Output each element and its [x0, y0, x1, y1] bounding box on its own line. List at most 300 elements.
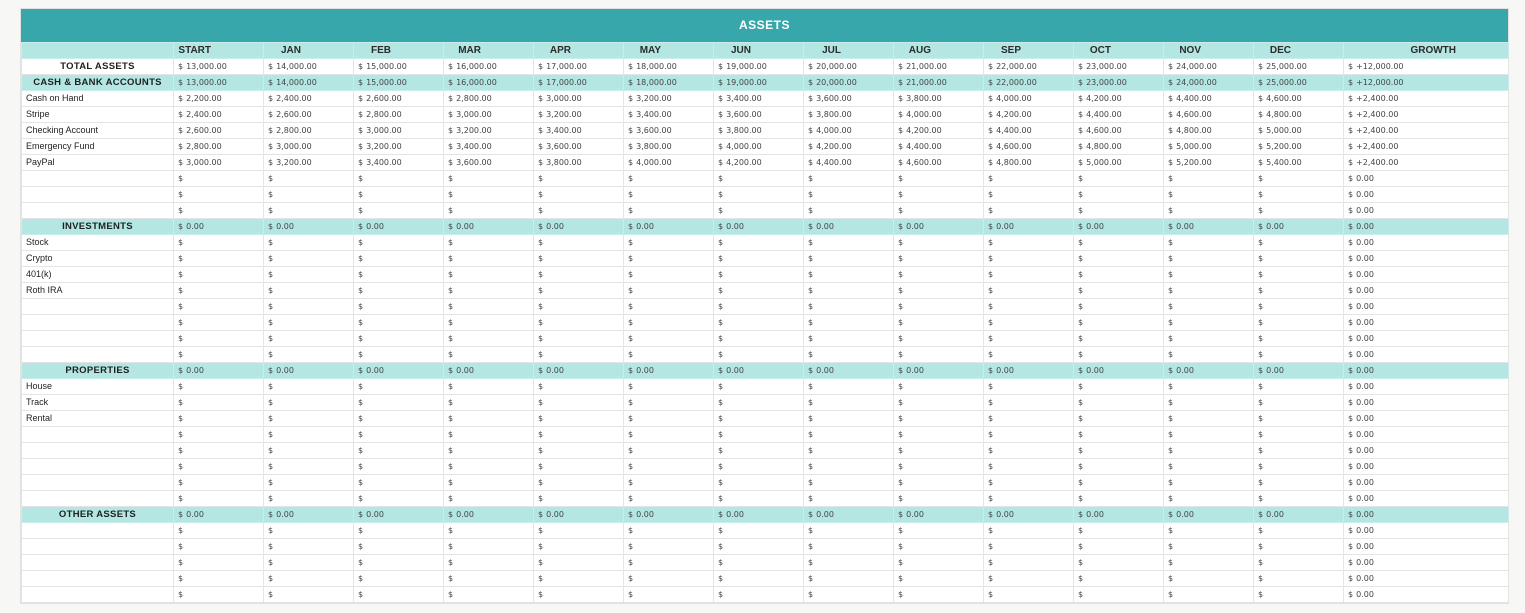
- cell-start[interactable]: [174, 555, 264, 571]
- row-label[interactable]: [22, 443, 174, 459]
- cell-dec[interactable]: [1254, 91, 1344, 107]
- cell-dec[interactable]: [1254, 475, 1344, 491]
- cell-sep[interactable]: [984, 203, 1074, 219]
- cell-growth[interactable]: [1344, 475, 1509, 491]
- cell-may[interactable]: [624, 139, 714, 155]
- cell-growth[interactable]: [1344, 203, 1509, 219]
- cell-nov[interactable]: [1164, 523, 1254, 539]
- cell-apr[interactable]: [534, 475, 624, 491]
- row-label[interactable]: Stock: [22, 235, 174, 251]
- cell-oct[interactable]: [1074, 331, 1164, 347]
- cell-oct[interactable]: [1074, 91, 1164, 107]
- cell-mar[interactable]: [444, 395, 534, 411]
- cell-mar[interactable]: [444, 75, 534, 91]
- cell-sep[interactable]: [984, 507, 1074, 523]
- cell-dec[interactable]: [1254, 571, 1344, 587]
- cell-feb[interactable]: [354, 475, 444, 491]
- cell-start[interactable]: [174, 171, 264, 187]
- row-label[interactable]: [22, 571, 174, 587]
- cell-aug[interactable]: [894, 427, 984, 443]
- cell-dec[interactable]: [1254, 219, 1344, 235]
- cell-jun[interactable]: [714, 443, 804, 459]
- cell-mar[interactable]: [444, 507, 534, 523]
- cell-growth[interactable]: [1344, 315, 1509, 331]
- cell-jul[interactable]: [804, 411, 894, 427]
- cell-oct[interactable]: [1074, 507, 1164, 523]
- row-label[interactable]: Crypto: [22, 251, 174, 267]
- cell-aug[interactable]: [894, 203, 984, 219]
- cell-sep[interactable]: [984, 123, 1074, 139]
- cell-oct[interactable]: [1074, 427, 1164, 443]
- cell-dec[interactable]: [1254, 523, 1344, 539]
- cell-jan[interactable]: [264, 187, 354, 203]
- cell-start[interactable]: [174, 507, 264, 523]
- cell-dec[interactable]: [1254, 363, 1344, 379]
- cell-sep[interactable]: [984, 331, 1074, 347]
- cell-jun[interactable]: [714, 491, 804, 507]
- cell-growth[interactable]: [1344, 379, 1509, 395]
- cell-jul[interactable]: [804, 507, 894, 523]
- cell-sep[interactable]: [984, 395, 1074, 411]
- cell-growth[interactable]: [1344, 555, 1509, 571]
- cell-apr[interactable]: [534, 75, 624, 91]
- cell-oct[interactable]: [1074, 203, 1164, 219]
- cell-sep[interactable]: [984, 283, 1074, 299]
- cell-mar[interactable]: [444, 587, 534, 603]
- cell-apr[interactable]: [534, 571, 624, 587]
- cell-oct[interactable]: [1074, 475, 1164, 491]
- cell-feb[interactable]: [354, 251, 444, 267]
- cell-oct[interactable]: [1074, 219, 1164, 235]
- cell-aug[interactable]: [894, 587, 984, 603]
- cell-growth[interactable]: [1344, 283, 1509, 299]
- cell-may[interactable]: [624, 523, 714, 539]
- cell-oct[interactable]: [1074, 267, 1164, 283]
- cell-jun[interactable]: [714, 171, 804, 187]
- cell-jun[interactable]: [714, 267, 804, 283]
- cell-feb[interactable]: [354, 523, 444, 539]
- cell-oct[interactable]: [1074, 539, 1164, 555]
- cell-aug[interactable]: [894, 507, 984, 523]
- cell-oct[interactable]: [1074, 299, 1164, 315]
- cell-start[interactable]: [174, 427, 264, 443]
- cell-dec[interactable]: [1254, 171, 1344, 187]
- cell-jan[interactable]: [264, 283, 354, 299]
- cell-sep[interactable]: [984, 91, 1074, 107]
- cell-aug[interactable]: [894, 75, 984, 91]
- cell-jan[interactable]: [264, 59, 354, 75]
- cell-feb[interactable]: [354, 59, 444, 75]
- cell-aug[interactable]: [894, 347, 984, 363]
- cell-oct[interactable]: [1074, 123, 1164, 139]
- cell-feb[interactable]: [354, 331, 444, 347]
- cell-jul[interactable]: [804, 571, 894, 587]
- cell-apr[interactable]: [534, 395, 624, 411]
- cell-jun[interactable]: [714, 139, 804, 155]
- row-label[interactable]: House: [22, 379, 174, 395]
- cell-growth[interactable]: [1344, 507, 1509, 523]
- cell-jul[interactable]: [804, 427, 894, 443]
- cell-feb[interactable]: [354, 571, 444, 587]
- cell-may[interactable]: [624, 347, 714, 363]
- cell-mar[interactable]: [444, 459, 534, 475]
- cell-jun[interactable]: [714, 75, 804, 91]
- cell-nov[interactable]: [1164, 203, 1254, 219]
- cell-apr[interactable]: [534, 171, 624, 187]
- cell-may[interactable]: [624, 251, 714, 267]
- cell-jul[interactable]: [804, 363, 894, 379]
- cell-jul[interactable]: [804, 539, 894, 555]
- cell-jul[interactable]: [804, 107, 894, 123]
- cell-dec[interactable]: [1254, 75, 1344, 91]
- cell-feb[interactable]: [354, 363, 444, 379]
- cell-jan[interactable]: [264, 523, 354, 539]
- cell-dec[interactable]: [1254, 379, 1344, 395]
- cell-aug[interactable]: [894, 91, 984, 107]
- cell-mar[interactable]: [444, 187, 534, 203]
- cell-nov[interactable]: [1164, 75, 1254, 91]
- cell-nov[interactable]: [1164, 587, 1254, 603]
- cell-aug[interactable]: [894, 555, 984, 571]
- cell-sep[interactable]: [984, 299, 1074, 315]
- cell-oct[interactable]: [1074, 59, 1164, 75]
- cell-nov[interactable]: [1164, 443, 1254, 459]
- cell-jul[interactable]: [804, 587, 894, 603]
- cell-jun[interactable]: [714, 283, 804, 299]
- cell-sep[interactable]: [984, 187, 1074, 203]
- cell-dec[interactable]: [1254, 411, 1344, 427]
- cell-oct[interactable]: [1074, 235, 1164, 251]
- cell-growth[interactable]: [1344, 523, 1509, 539]
- cell-aug[interactable]: [894, 59, 984, 75]
- cell-mar[interactable]: [444, 139, 534, 155]
- cell-start[interactable]: [174, 283, 264, 299]
- cell-nov[interactable]: [1164, 427, 1254, 443]
- cell-dec[interactable]: [1254, 299, 1344, 315]
- row-label[interactable]: [22, 171, 174, 187]
- cell-jun[interactable]: [714, 363, 804, 379]
- cell-start[interactable]: [174, 587, 264, 603]
- cell-start[interactable]: [174, 139, 264, 155]
- cell-apr[interactable]: [534, 363, 624, 379]
- cell-sep[interactable]: [984, 75, 1074, 91]
- cell-dec[interactable]: [1254, 459, 1344, 475]
- cell-growth[interactable]: [1344, 75, 1509, 91]
- cell-start[interactable]: [174, 395, 264, 411]
- cell-dec[interactable]: [1254, 139, 1344, 155]
- cell-dec[interactable]: [1254, 555, 1344, 571]
- cell-dec[interactable]: [1254, 267, 1344, 283]
- cell-mar[interactable]: [444, 555, 534, 571]
- cell-start[interactable]: [174, 203, 264, 219]
- cell-nov[interactable]: [1164, 91, 1254, 107]
- cell-feb[interactable]: [354, 555, 444, 571]
- cell-jul[interactable]: [804, 475, 894, 491]
- cell-sep[interactable]: [984, 459, 1074, 475]
- cell-nov[interactable]: [1164, 299, 1254, 315]
- cell-jun[interactable]: [714, 475, 804, 491]
- cell-feb[interactable]: [354, 107, 444, 123]
- cell-jun[interactable]: [714, 59, 804, 75]
- cell-aug[interactable]: [894, 315, 984, 331]
- cell-dec[interactable]: [1254, 59, 1344, 75]
- cell-aug[interactable]: [894, 107, 984, 123]
- cell-start[interactable]: [174, 491, 264, 507]
- cell-apr[interactable]: [534, 443, 624, 459]
- cell-growth[interactable]: [1344, 139, 1509, 155]
- cell-jan[interactable]: [264, 91, 354, 107]
- row-label[interactable]: [22, 347, 174, 363]
- cell-jun[interactable]: [714, 299, 804, 315]
- cell-start[interactable]: [174, 571, 264, 587]
- cell-jul[interactable]: [804, 187, 894, 203]
- cell-jan[interactable]: [264, 235, 354, 251]
- cell-apr[interactable]: [534, 251, 624, 267]
- cell-aug[interactable]: [894, 219, 984, 235]
- cell-jul[interactable]: [804, 139, 894, 155]
- cell-mar[interactable]: [444, 347, 534, 363]
- cell-jul[interactable]: [804, 251, 894, 267]
- cell-nov[interactable]: [1164, 315, 1254, 331]
- cell-nov[interactable]: [1164, 395, 1254, 411]
- cell-nov[interactable]: [1164, 219, 1254, 235]
- cell-oct[interactable]: [1074, 587, 1164, 603]
- row-label[interactable]: Rental: [22, 411, 174, 427]
- cell-start[interactable]: [174, 475, 264, 491]
- cell-jul[interactable]: [804, 283, 894, 299]
- cell-aug[interactable]: [894, 171, 984, 187]
- cell-oct[interactable]: [1074, 555, 1164, 571]
- row-label[interactable]: TOTAL ASSETS: [22, 59, 174, 75]
- cell-may[interactable]: [624, 459, 714, 475]
- cell-jun[interactable]: [714, 331, 804, 347]
- cell-aug[interactable]: [894, 123, 984, 139]
- cell-jul[interactable]: [804, 171, 894, 187]
- cell-mar[interactable]: [444, 363, 534, 379]
- cell-jan[interactable]: [264, 107, 354, 123]
- cell-nov[interactable]: [1164, 507, 1254, 523]
- cell-oct[interactable]: [1074, 571, 1164, 587]
- cell-jan[interactable]: [264, 331, 354, 347]
- cell-oct[interactable]: [1074, 379, 1164, 395]
- cell-may[interactable]: [624, 555, 714, 571]
- cell-nov[interactable]: [1164, 555, 1254, 571]
- cell-jan[interactable]: [264, 75, 354, 91]
- cell-may[interactable]: [624, 155, 714, 171]
- cell-aug[interactable]: [894, 267, 984, 283]
- cell-aug[interactable]: [894, 475, 984, 491]
- cell-jan[interactable]: [264, 363, 354, 379]
- row-label[interactable]: [22, 475, 174, 491]
- cell-sep[interactable]: [984, 587, 1074, 603]
- row-label[interactable]: [22, 539, 174, 555]
- cell-aug[interactable]: [894, 155, 984, 171]
- row-label[interactable]: Track: [22, 395, 174, 411]
- cell-mar[interactable]: [444, 523, 534, 539]
- cell-jan[interactable]: [264, 123, 354, 139]
- cell-oct[interactable]: [1074, 75, 1164, 91]
- cell-jul[interactable]: [804, 123, 894, 139]
- cell-aug[interactable]: [894, 187, 984, 203]
- row-label[interactable]: CASH & BANK ACCOUNTS: [22, 75, 174, 91]
- cell-may[interactable]: [624, 331, 714, 347]
- row-label[interactable]: PROPERTIES: [22, 363, 174, 379]
- cell-feb[interactable]: [354, 235, 444, 251]
- cell-feb[interactable]: [354, 283, 444, 299]
- cell-may[interactable]: [624, 107, 714, 123]
- cell-growth[interactable]: [1344, 107, 1509, 123]
- cell-jan[interactable]: [264, 347, 354, 363]
- cell-jun[interactable]: [714, 427, 804, 443]
- cell-aug[interactable]: [894, 443, 984, 459]
- cell-jun[interactable]: [714, 571, 804, 587]
- cell-apr[interactable]: [534, 235, 624, 251]
- cell-apr[interactable]: [534, 347, 624, 363]
- cell-apr[interactable]: [534, 155, 624, 171]
- cell-jul[interactable]: [804, 315, 894, 331]
- cell-mar[interactable]: [444, 411, 534, 427]
- row-label[interactable]: [22, 587, 174, 603]
- cell-apr[interactable]: [534, 379, 624, 395]
- cell-jan[interactable]: [264, 267, 354, 283]
- cell-jan[interactable]: [264, 155, 354, 171]
- cell-start[interactable]: [174, 75, 264, 91]
- cell-jul[interactable]: [804, 347, 894, 363]
- cell-mar[interactable]: [444, 235, 534, 251]
- cell-feb[interactable]: [354, 219, 444, 235]
- cell-feb[interactable]: [354, 459, 444, 475]
- cell-start[interactable]: [174, 315, 264, 331]
- cell-dec[interactable]: [1254, 107, 1344, 123]
- cell-feb[interactable]: [354, 507, 444, 523]
- cell-jun[interactable]: [714, 395, 804, 411]
- cell-jan[interactable]: [264, 219, 354, 235]
- cell-mar[interactable]: [444, 475, 534, 491]
- cell-aug[interactable]: [894, 299, 984, 315]
- cell-jun[interactable]: [714, 523, 804, 539]
- cell-growth[interactable]: [1344, 443, 1509, 459]
- row-label[interactable]: [22, 555, 174, 571]
- cell-may[interactable]: [624, 315, 714, 331]
- cell-may[interactable]: [624, 395, 714, 411]
- cell-dec[interactable]: [1254, 251, 1344, 267]
- cell-apr[interactable]: [534, 123, 624, 139]
- cell-nov[interactable]: [1164, 155, 1254, 171]
- cell-may[interactable]: [624, 123, 714, 139]
- row-label[interactable]: [22, 315, 174, 331]
- cell-apr[interactable]: [534, 555, 624, 571]
- cell-start[interactable]: [174, 59, 264, 75]
- cell-may[interactable]: [624, 587, 714, 603]
- cell-apr[interactable]: [534, 459, 624, 475]
- cell-feb[interactable]: [354, 411, 444, 427]
- cell-oct[interactable]: [1074, 363, 1164, 379]
- cell-feb[interactable]: [354, 299, 444, 315]
- cell-mar[interactable]: [444, 203, 534, 219]
- cell-nov[interactable]: [1164, 123, 1254, 139]
- cell-mar[interactable]: [444, 427, 534, 443]
- cell-apr[interactable]: [534, 187, 624, 203]
- cell-sep[interactable]: [984, 539, 1074, 555]
- cell-jun[interactable]: [714, 587, 804, 603]
- cell-jan[interactable]: [264, 299, 354, 315]
- cell-jun[interactable]: [714, 107, 804, 123]
- cell-feb[interactable]: [354, 75, 444, 91]
- cell-may[interactable]: [624, 59, 714, 75]
- cell-apr[interactable]: [534, 411, 624, 427]
- row-label[interactable]: [22, 491, 174, 507]
- cell-may[interactable]: [624, 443, 714, 459]
- row-label[interactable]: Roth IRA: [22, 283, 174, 299]
- row-label[interactable]: Emergency Fund: [22, 139, 174, 155]
- cell-oct[interactable]: [1074, 187, 1164, 203]
- cell-mar[interactable]: [444, 123, 534, 139]
- cell-growth[interactable]: [1344, 571, 1509, 587]
- cell-sep[interactable]: [984, 427, 1074, 443]
- cell-growth[interactable]: [1344, 123, 1509, 139]
- cell-growth[interactable]: [1344, 587, 1509, 603]
- cell-dec[interactable]: [1254, 491, 1344, 507]
- cell-nov[interactable]: [1164, 491, 1254, 507]
- cell-start[interactable]: [174, 235, 264, 251]
- cell-feb[interactable]: [354, 203, 444, 219]
- cell-jul[interactable]: [804, 443, 894, 459]
- cell-aug[interactable]: [894, 379, 984, 395]
- cell-feb[interactable]: [354, 347, 444, 363]
- cell-jan[interactable]: [264, 315, 354, 331]
- row-label[interactable]: Stripe: [22, 107, 174, 123]
- cell-feb[interactable]: [354, 91, 444, 107]
- cell-jul[interactable]: [804, 235, 894, 251]
- cell-jul[interactable]: [804, 91, 894, 107]
- cell-start[interactable]: [174, 155, 264, 171]
- cell-start[interactable]: [174, 443, 264, 459]
- cell-mar[interactable]: [444, 267, 534, 283]
- cell-mar[interactable]: [444, 91, 534, 107]
- cell-oct[interactable]: [1074, 459, 1164, 475]
- cell-mar[interactable]: [444, 315, 534, 331]
- cell-aug[interactable]: [894, 411, 984, 427]
- cell-may[interactable]: [624, 427, 714, 443]
- cell-may[interactable]: [624, 283, 714, 299]
- cell-start[interactable]: [174, 123, 264, 139]
- cell-jan[interactable]: [264, 203, 354, 219]
- cell-sep[interactable]: [984, 443, 1074, 459]
- cell-start[interactable]: [174, 219, 264, 235]
- cell-sep[interactable]: [984, 251, 1074, 267]
- cell-growth[interactable]: [1344, 91, 1509, 107]
- row-label[interactable]: 401(k): [22, 267, 174, 283]
- cell-jul[interactable]: [804, 331, 894, 347]
- cell-feb[interactable]: [354, 187, 444, 203]
- cell-nov[interactable]: [1164, 59, 1254, 75]
- cell-feb[interactable]: [354, 395, 444, 411]
- cell-nov[interactable]: [1164, 571, 1254, 587]
- cell-may[interactable]: [624, 267, 714, 283]
- cell-jul[interactable]: [804, 299, 894, 315]
- cell-may[interactable]: [624, 571, 714, 587]
- cell-may[interactable]: [624, 235, 714, 251]
- row-label[interactable]: [22, 459, 174, 475]
- cell-jun[interactable]: [714, 155, 804, 171]
- cell-aug[interactable]: [894, 523, 984, 539]
- cell-nov[interactable]: [1164, 475, 1254, 491]
- cell-jul[interactable]: [804, 267, 894, 283]
- cell-jan[interactable]: [264, 539, 354, 555]
- cell-mar[interactable]: [444, 283, 534, 299]
- cell-nov[interactable]: [1164, 379, 1254, 395]
- cell-jan[interactable]: [264, 395, 354, 411]
